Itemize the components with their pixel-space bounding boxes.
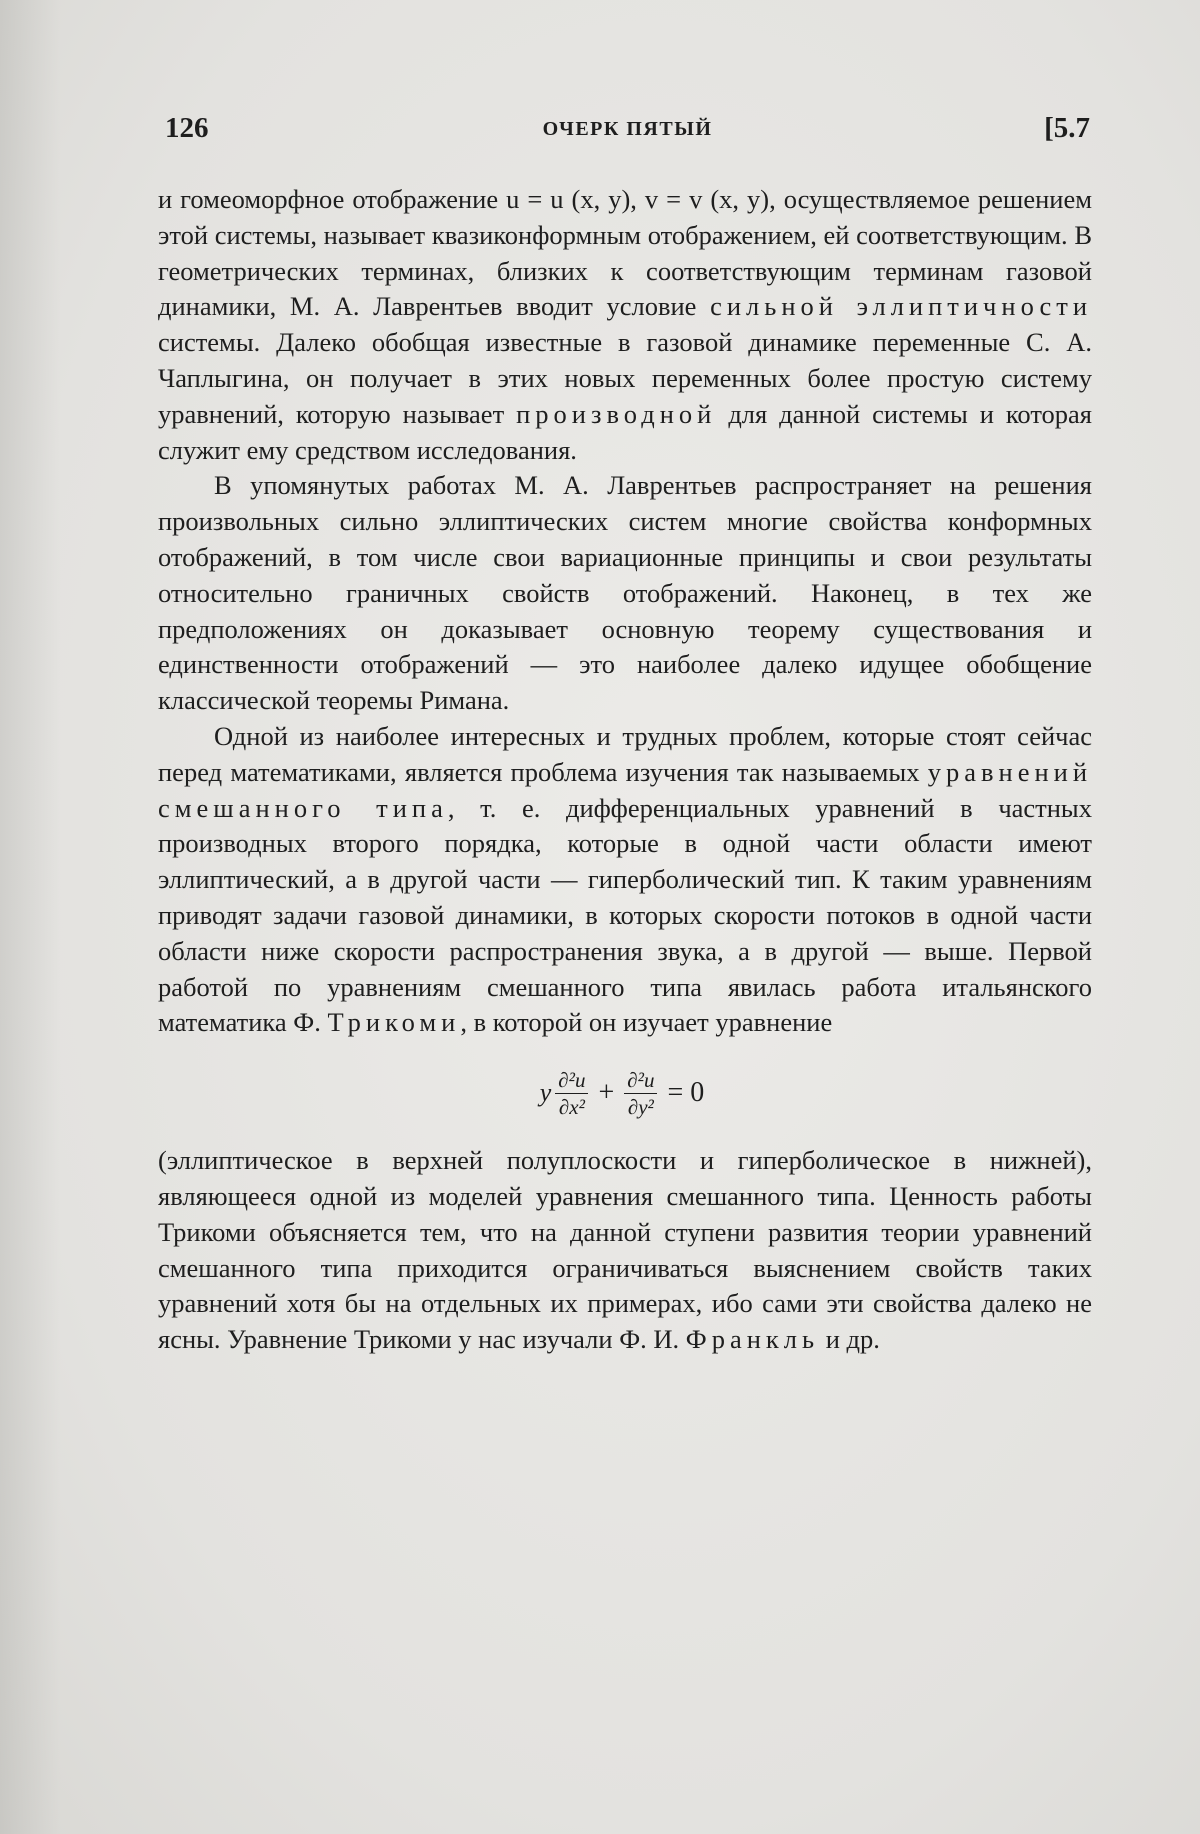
paragraph-1-text-c: для данной системы и которая служит ему средством исследования. [158, 398, 1092, 465]
spaced-name-tricomi: Трикоми [327, 1007, 461, 1038]
paragraph-3-text-b: , т. е. дифференциальных уравнений в частных производных второго порядка, которые в одной части области имеют эллиптический, а в другой части — гиперболический тип. К таким уравнениям приводят задачи газовой динамики, в которых скорости потоков в одной части области ниже скорости распространения звука, а в другой — выше. Первой работой по уравнениям смешанного типа явилась работа итальянского математика Ф. [158, 792, 1092, 1038]
page-body [158, 182, 1092, 1358]
paragraph-3-text-c: , в которой он изучает уравнение [460, 1007, 833, 1038]
fraction-d2u-dx2 [555, 1067, 588, 1120]
fraction-1-denominator: ∂x² [558, 1094, 585, 1119]
fraction-d2u-dy2 [624, 1067, 657, 1120]
fraction-1-numerator: ∂²u [555, 1067, 588, 1094]
paragraph-1 [158, 182, 1092, 468]
paragraph-1-text-b: системы. Далеко обобщая известные в газовой динамике переменные С. А. Чаплыгина, он получает в этих новых переменных более простую систему уравнений, которую называет [158, 327, 1092, 429]
page-header [165, 112, 1090, 152]
fraction-2-denominator: ∂y² [627, 1094, 654, 1119]
plus-sign: + [598, 1077, 615, 1109]
tricomi-equation [158, 1049, 1092, 1137]
running-title: ОЧЕРК ПЯТЫЙ [542, 118, 713, 140]
formula-coefficient: y [539, 1078, 552, 1108]
paragraph-1-text-a: и гомеоморфное отображение u = u (x, y), v = v (x, y), осуществляемое решением этой системы, называет квазиконформным отображением, ей соответствующим. В геометрических терминах, близких к соответствующим терминам газовой динамики, М. А. Лаврентьев вводит условие [158, 184, 1092, 322]
section-ref: [5.7 [1044, 112, 1090, 144]
paragraph-4-text-b: и др. [819, 1324, 880, 1355]
spine-shadow [0, 0, 60, 1834]
spaced-term-mixed-type: уравнений смешанного типа [158, 756, 1092, 823]
page-number: 126 [165, 112, 209, 144]
paragraph-3 [158, 719, 1092, 1041]
paragraph-4-text-a: (эллиптическое в верхней полуплоскости и гиперболическое в нижней), являющееся одной из моделей уравнения смешанного типа. Ценность работы Трикоми объясняется тем, что на данной ступени развития теории уравнений смешанного типа приходится ограничиваться выяснением свойств таких уравнений хотя бы на отдельных их примерах, ибо сами эти свойства далеко не ясны. Уравнение Трикоми у нас изучали Ф. И. [158, 1145, 1092, 1355]
spaced-term-derivative: производной [516, 398, 717, 429]
spaced-term-strong-ellipticity: сильной эллиптичности [710, 291, 1093, 322]
paragraph-4 [158, 1143, 1092, 1358]
paragraph-2: В упомянутых работах М. А. Лаврентьев распространяет на решения произвольных сильно эллиптических систем многие свойства конформных отображений, в том числе свои вариационные принципы и свои результаты относительно граничных свойств отображений. Наконец, в тех же предположениях он доказывает основную теорему существования и единственности отображений — это наиболее далеко идущее обобщение классической теоремы Римана. [158, 470, 1092, 716]
paragraph-3-text-a: Одной из наиболее интересных и трудных проблем, которые стоят сейчас перед математиками, является проблема изучения так называемых [158, 720, 1092, 787]
fraction-2-numerator: ∂²u [624, 1067, 657, 1094]
equals-zero: = 0 [667, 1077, 705, 1109]
spaced-name-frankl: Франкль [685, 1324, 820, 1355]
